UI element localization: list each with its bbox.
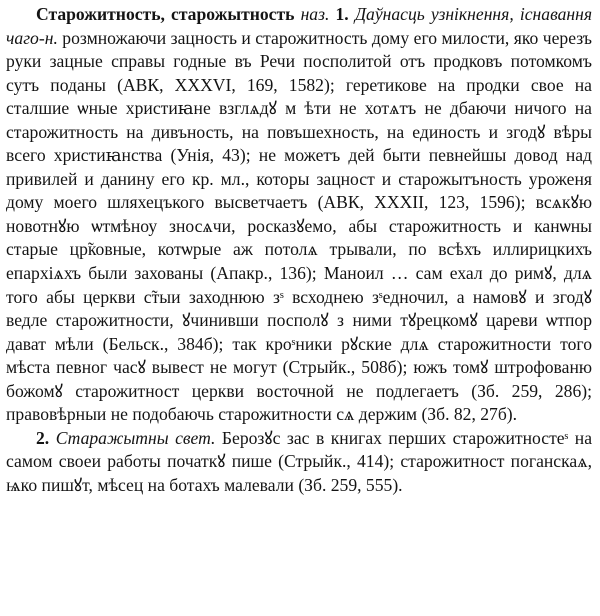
part-of-speech: наз. <box>300 4 330 24</box>
citation-source: (АВК, XXXVI, 169, 1582); <box>117 74 335 95</box>
sense-number: 2. <box>36 427 50 448</box>
headword: Старожитность, старожытность <box>36 4 295 24</box>
citation-quote: старожитност поганскаѧ, ѩко пишꙋт, мѣсец на ботахъ малевали <box>6 451 592 495</box>
citation-quote: правовѣрныи не подобаючь старожитности сѧ держим <box>6 404 418 425</box>
citation-source: (Унія, 43); <box>170 145 251 166</box>
sense-number: 1. <box>335 4 349 24</box>
citation-quote: геретикове на продки свое на сталшие ѡные христиꙗне взглѧдꙋ м ѣти не хотѧтъ не дбаючи ничого на старожитность на дивъность, на повъшехность, на единость и згодꙋ вѣры всего христиꙗнства <box>6 74 592 166</box>
citation-quote: не можетъ дей быти певнейшы довод над привилей и данину его кр. мл., которы зацност и старожытъность уроженя дому моего шляхецъкого высветчаетъ <box>6 145 593 213</box>
citation-quote: розмножаючи зацность и старожитность дому его милости, яко черезъ руки зацные справы годные въ Речи посполитой отъ продковъ потомкомъ сутъ поданы <box>6 27 592 95</box>
citation-quote: так кроˢники рꙋские длѧ старожитности того мѣста певног часꙋ вывест не могут <box>6 333 592 378</box>
sense-gloss: Даўнасць узнікнення, існавання чаго-н. <box>6 4 593 48</box>
sense-2-paragraph <box>6 427 592 498</box>
sense-1-paragraph <box>6 3 592 427</box>
dictionary-entry <box>6 3 592 497</box>
citation-source: (Стрыйк., 508б); <box>282 357 408 378</box>
citation-quote: всѧкꙋю новотнꙋю ѡтмѣноу зносѧчи, росказꙋемо, абы старожитность и канѡны старые цр̃ковные, котѡрые аж потолѧ трывали, по всѣхъ иллирицкихъ епархiѧхъ были захованы <box>6 192 592 284</box>
citation-source: (АВК, XXXII, 123, 1596); <box>317 192 526 213</box>
citation-source: (Бельск., 384б); <box>102 333 224 354</box>
citation-quote: Маноил … сам ехал до римꙋ, длѧ того абы церкви с̃тыи заходнюю зˢ всходнею зˢедночил, а намовꙋ и згодꙋ ведле старожитности, ꙋчинивши посполꙋ з ними тꙋрецкомꙋ цареви ѡтпор дават мѣли <box>6 263 592 354</box>
citation-source: (Зб. 82, 27б). <box>421 404 518 425</box>
citation-source: (Зб. 259, 555). <box>298 474 403 495</box>
citation-source: (Зб. 259, 286); <box>471 380 592 401</box>
citation-quote: южъ томꙋ штрофованю божомꙋ старожитност церкви восточной не подлегаетъ <box>6 357 592 401</box>
citation-source: (Стрыйк., 414); <box>278 451 395 472</box>
sense-gloss: Старажытны свет. <box>55 427 216 448</box>
citation-source: (Апакр., 136); <box>210 263 317 284</box>
citation-quote: Берозꙋс зас в книгах перших старожитностеˢ на самом своеи работы початкꙋ пише <box>6 427 592 472</box>
